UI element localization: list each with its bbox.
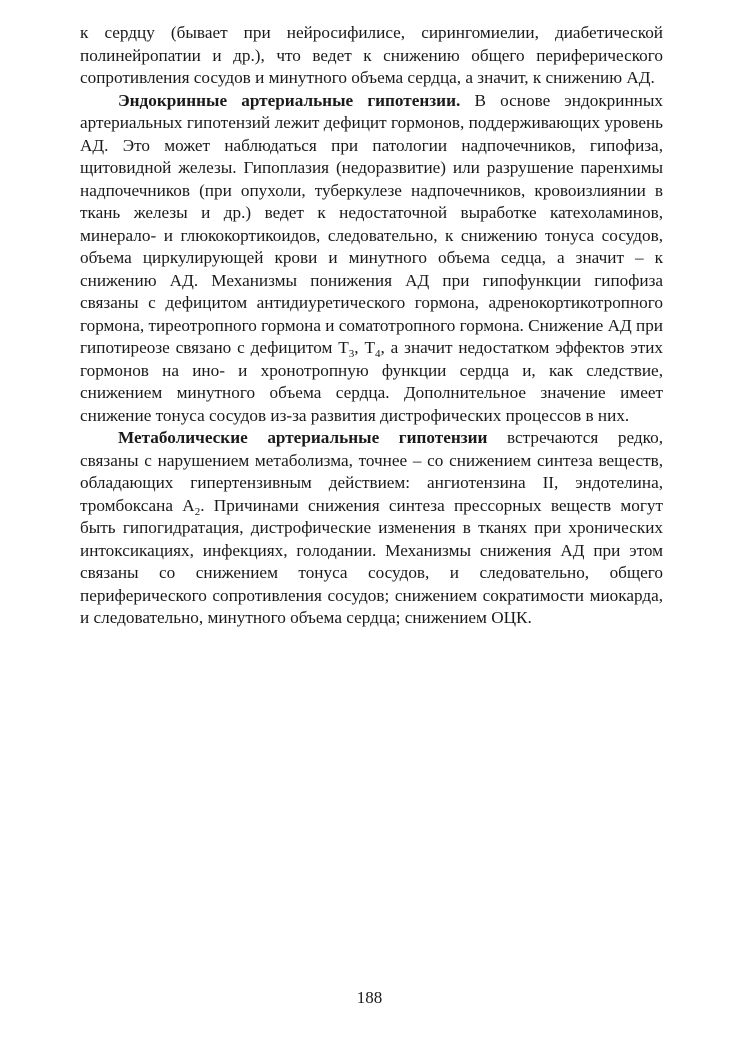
section-heading-metabolic: Метаболические артериальные гипотензии <box>118 428 488 447</box>
paragraph-text: , Т <box>354 338 375 357</box>
subscript-t3: 3 <box>348 348 355 360</box>
paragraph-text: В основе эндокринных артериальных гипотензий лежит дефицит гормонов, поддерживающих уровень АД. Это может наблюдаться при патологии надпочечников, гипофиза, щитовидной железы. Гипоплазия (недоразвитие) или разрушение паренхимы надпочечников (при опухоли, туберкулезе надпочечников, кровоизлиянии в ткань железы и др.) ведет к недостаточной выработке катехоламинов, минерало- и глюкокортикоидов, следовательно, к снижению тонуса сосудов, объема циркулирующей крови и минутного объема седца, а значит – к снижению АД. Механизмы понижения АД при гипофункции гипофиза связаны с дефицитом антидиуретического гормона, адренокортикотропного гормона, тиреотропного гормона и соматотропного гормона. Снижение АД при гипотиреозе связано с дефицитом Т <box>80 90 664 357</box>
section-heading-endocrine: Эндокринные артериальные гипотензии. <box>118 90 461 110</box>
paragraph-text: , а значит недостатком эффектов этих гормонов на ино- и хронотропную функции сердца и, как следствие, снижением минутного объема сердца. Дополнительное значение имеет снижение тонуса сосудов из-за развития дистрофических процессов в них. <box>80 338 664 425</box>
page-body <box>80 22 663 630</box>
subscript-t4: 4 <box>374 348 381 360</box>
paragraph-continuation <box>80 22 663 90</box>
paragraph-text: к сердцу (бывает при нейросифилисе, сирингомиелии, диабетической полинейропатии и др.), что ведет к снижению общего периферического сопротивления сосудов и минутного объема сердца, а значит, к снижению АД. <box>80 23 663 87</box>
paragraph-metabolic-hypotension <box>80 427 663 630</box>
paragraph-text: встречаются редко, связаны с нарушением метаболизма, точнее – со снижением синтеза веществ, обладающих гипертензивным действием: ангиотензина II, эндотелина, тромбоксана А <box>80 428 663 515</box>
paragraph-endocrine-hypotension <box>80 90 663 428</box>
subscript-a2: 2 <box>194 505 201 518</box>
page-number: 188 <box>356 988 383 1007</box>
paragraph-text: . Причинами снижения синтеза прессорных веществ могут быть гипогидратация, дистрофические изменения в тканях при хронических интоксикациях, инфекциях, голодании. Механизмы снижения АД при этом связаны со снижением тонуса сосудов, и следовательно, общего периферического сопротивления сосудов; снижением сократимости миокарда, и следовательно, минутного объема сердца; снижением ОЦК. <box>80 495 663 627</box>
